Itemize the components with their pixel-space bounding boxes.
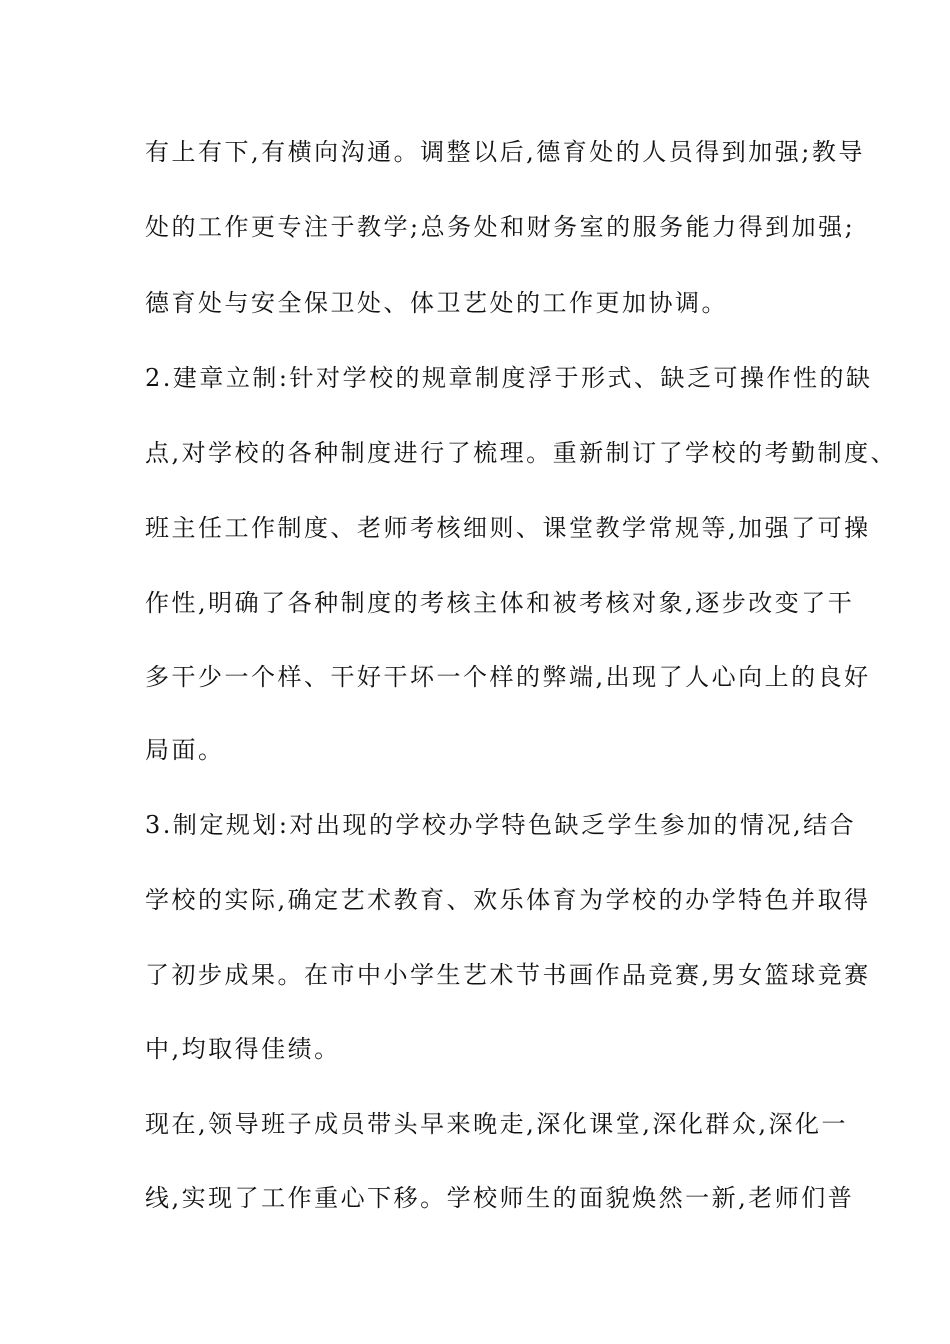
text-line: 局面。	[145, 736, 225, 764]
text-line: 现在,领导班子成员带头早来晚走,深化课堂,深化群众,深化一	[145, 1110, 849, 1138]
text-line: 线,实现了工作重心下移。学校师生的面貌焕然一新,老师们普	[145, 1184, 855, 1212]
text-line: 班主任工作制度、老师考核细则、课堂教学常规等,加强了可操	[145, 514, 871, 542]
text-line: 有上有下,有横向沟通。调整以后,德育处的人员得到加强;教导	[145, 138, 865, 166]
text-line: 学校的实际,确定艺术教育、欢乐体育为学校的办学特色并取得	[145, 886, 871, 914]
text-line: 点,对学校的各种制度进行了梳理。重新制订了学校的考勤制度、	[145, 439, 898, 467]
text-line: 处的工作更专注于教学;总务处和财务室的服务能力得到加强;	[145, 213, 856, 241]
text-line: 作性,明确了各种制度的考核主体和被考核对象,逐步改变了干	[145, 589, 855, 617]
text-line: 中,均取得佳绩。	[145, 1035, 341, 1063]
text-line: 德育处与安全保卫处、体卫艺处的工作更加协调。	[145, 289, 728, 317]
text-line: 了初步成果。在市中小学生艺术节书画作品竞赛,男女篮球竞赛	[145, 961, 871, 989]
text-line: 多干少一个样、干好干坏一个样的弊端,出现了人心向上的良好	[145, 663, 871, 691]
text-line: 2.建章立制:针对学校的规章制度浮于形式、缺乏可操作性的缺	[145, 364, 873, 392]
text-line: 3.制定规划:对出现的学校办学特色缺乏学生参加的情况,结合	[145, 811, 857, 839]
